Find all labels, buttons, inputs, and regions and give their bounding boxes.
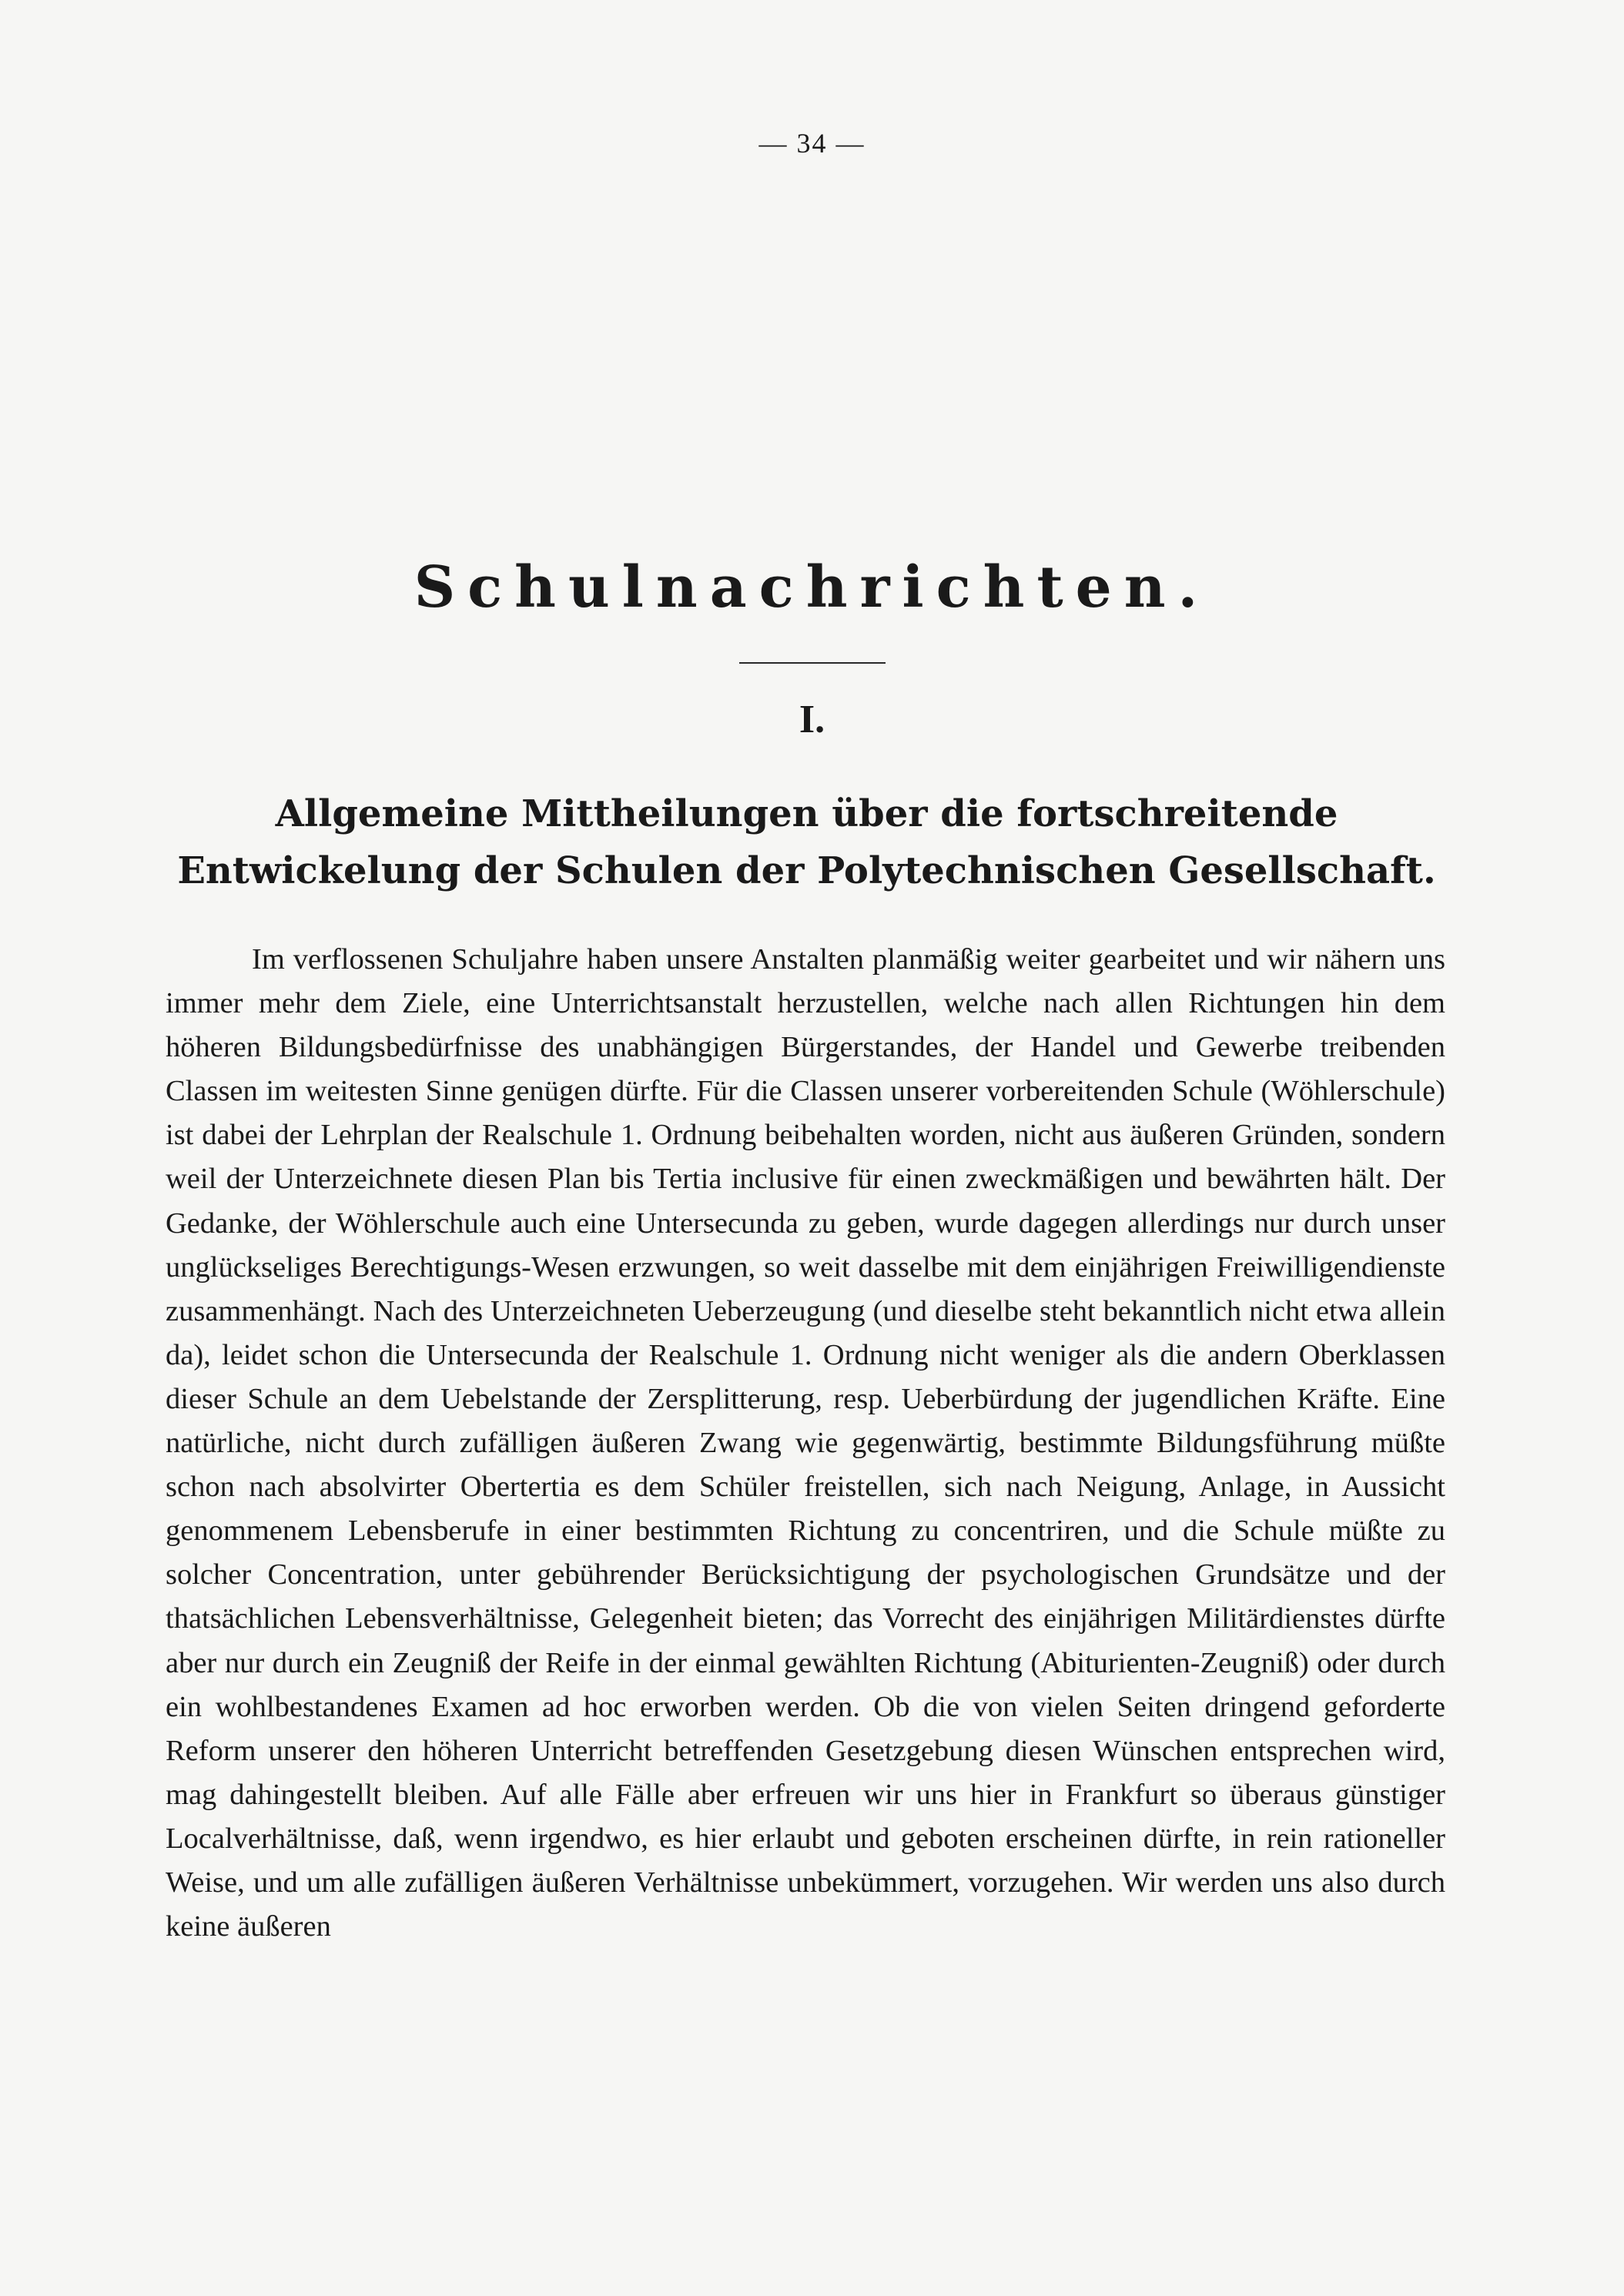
title-divider xyxy=(739,662,886,664)
page-number: — 34 — xyxy=(758,128,866,159)
page-title: Schulnachrichten. xyxy=(414,554,1210,621)
section-heading: Allgemeine Mittheilungen über die fortschreitende Entwickelung der Schulen der Polytechnischen Gesellschaft. xyxy=(177,792,1436,892)
body-paragraph: Im verflossenen Schuljahre haben unsere Anstalten planmäßig weiter gearbeitet und wir nähern uns immer mehr dem Ziele, eine Unterrichtsanstalt herzustellen, welche nach allen Richtungen hin dem höheren Bildungsbedürfnisse des unabhängigen Bürgerstandes, der Handel und Gewerbe treibenden Classen im weitesten Sinne genügen dürfte. Für die Classen unserer vorbereitenden Schule (Wöhlerschule) ist dabei der Lehrplan der Realschule 1. Ordnung beibehalten worden, nicht aus äußeren Gründen, sondern weil der Unterzeichnete diesen Plan bis Tertia inclusive für einen zweckmäßigen und bewährten hält. Der Gedanke, der Wöhlerschule auch eine Untersecunda zu geben, wurde dagegen allerdings nur durch unser unglückseliges Berechtigungs-Wesen erzwungen, so weit dasselbe mit dem einjährigen Freiwilligendienste zusammenhängt. Nach des Unterzeichneten Ueberzeugung (und dieselbe steht bekanntlich nicht etwa allein da), leidet schon die Untersecunda der Realschule 1. Ordnung nicht weniger als die andern Oberklassen dieser Schule an dem Uebelstande der Zersplitterung, resp. Ueberbürdung der jugendlichen Kräfte. Eine natürliche, nicht durch zufälligen äußeren Zwang wie gegenwärtig, bestimmte Bildungsführung müßte schon nach absolvirter Obertertia es dem Schüler freistellen, sich nach Neigung, Anlage, in Aussicht genommenem Lebensberufe in einer bestimmten Richtung zu concentriren, und die Schule müßte zu solcher Concentration, unter gebührender Berücksichtigung der psychologischen Grundsätze und der thatsächlichen Lebensverhältnisse, Gelegenheit bieten; das Vorrecht des einjährigen Militärdienstes dürfte aber nur durch ein Zeugniß der Reife in der einmal gewählten Richtung (Abiturienten-Zeugniß) oder durch ein wohlbestandenes Examen ad hoc erworben werden. Ob die von vielen Seiten dringend geforderte Reform unserer den höheren Unterricht betreffenden Gesetzgebung diesen Wünschen entsprechen wird, mag dahingestellt bleiben. Auf alle Fälle aber erfreuen wir uns hier in Frankfurt so überaus günstiger Localverhältnisse, daß, wenn irgendwo, es hier erlaubt und geboten erscheinen dürfte, in rein rationeller Weise, und um alle zufälligen äußeren Verhältnisse unbekümmert, vorzugehen. Wir werden uns also durch keine äußeren xyxy=(166,943,1445,1943)
section-numeral: I. xyxy=(799,698,825,741)
